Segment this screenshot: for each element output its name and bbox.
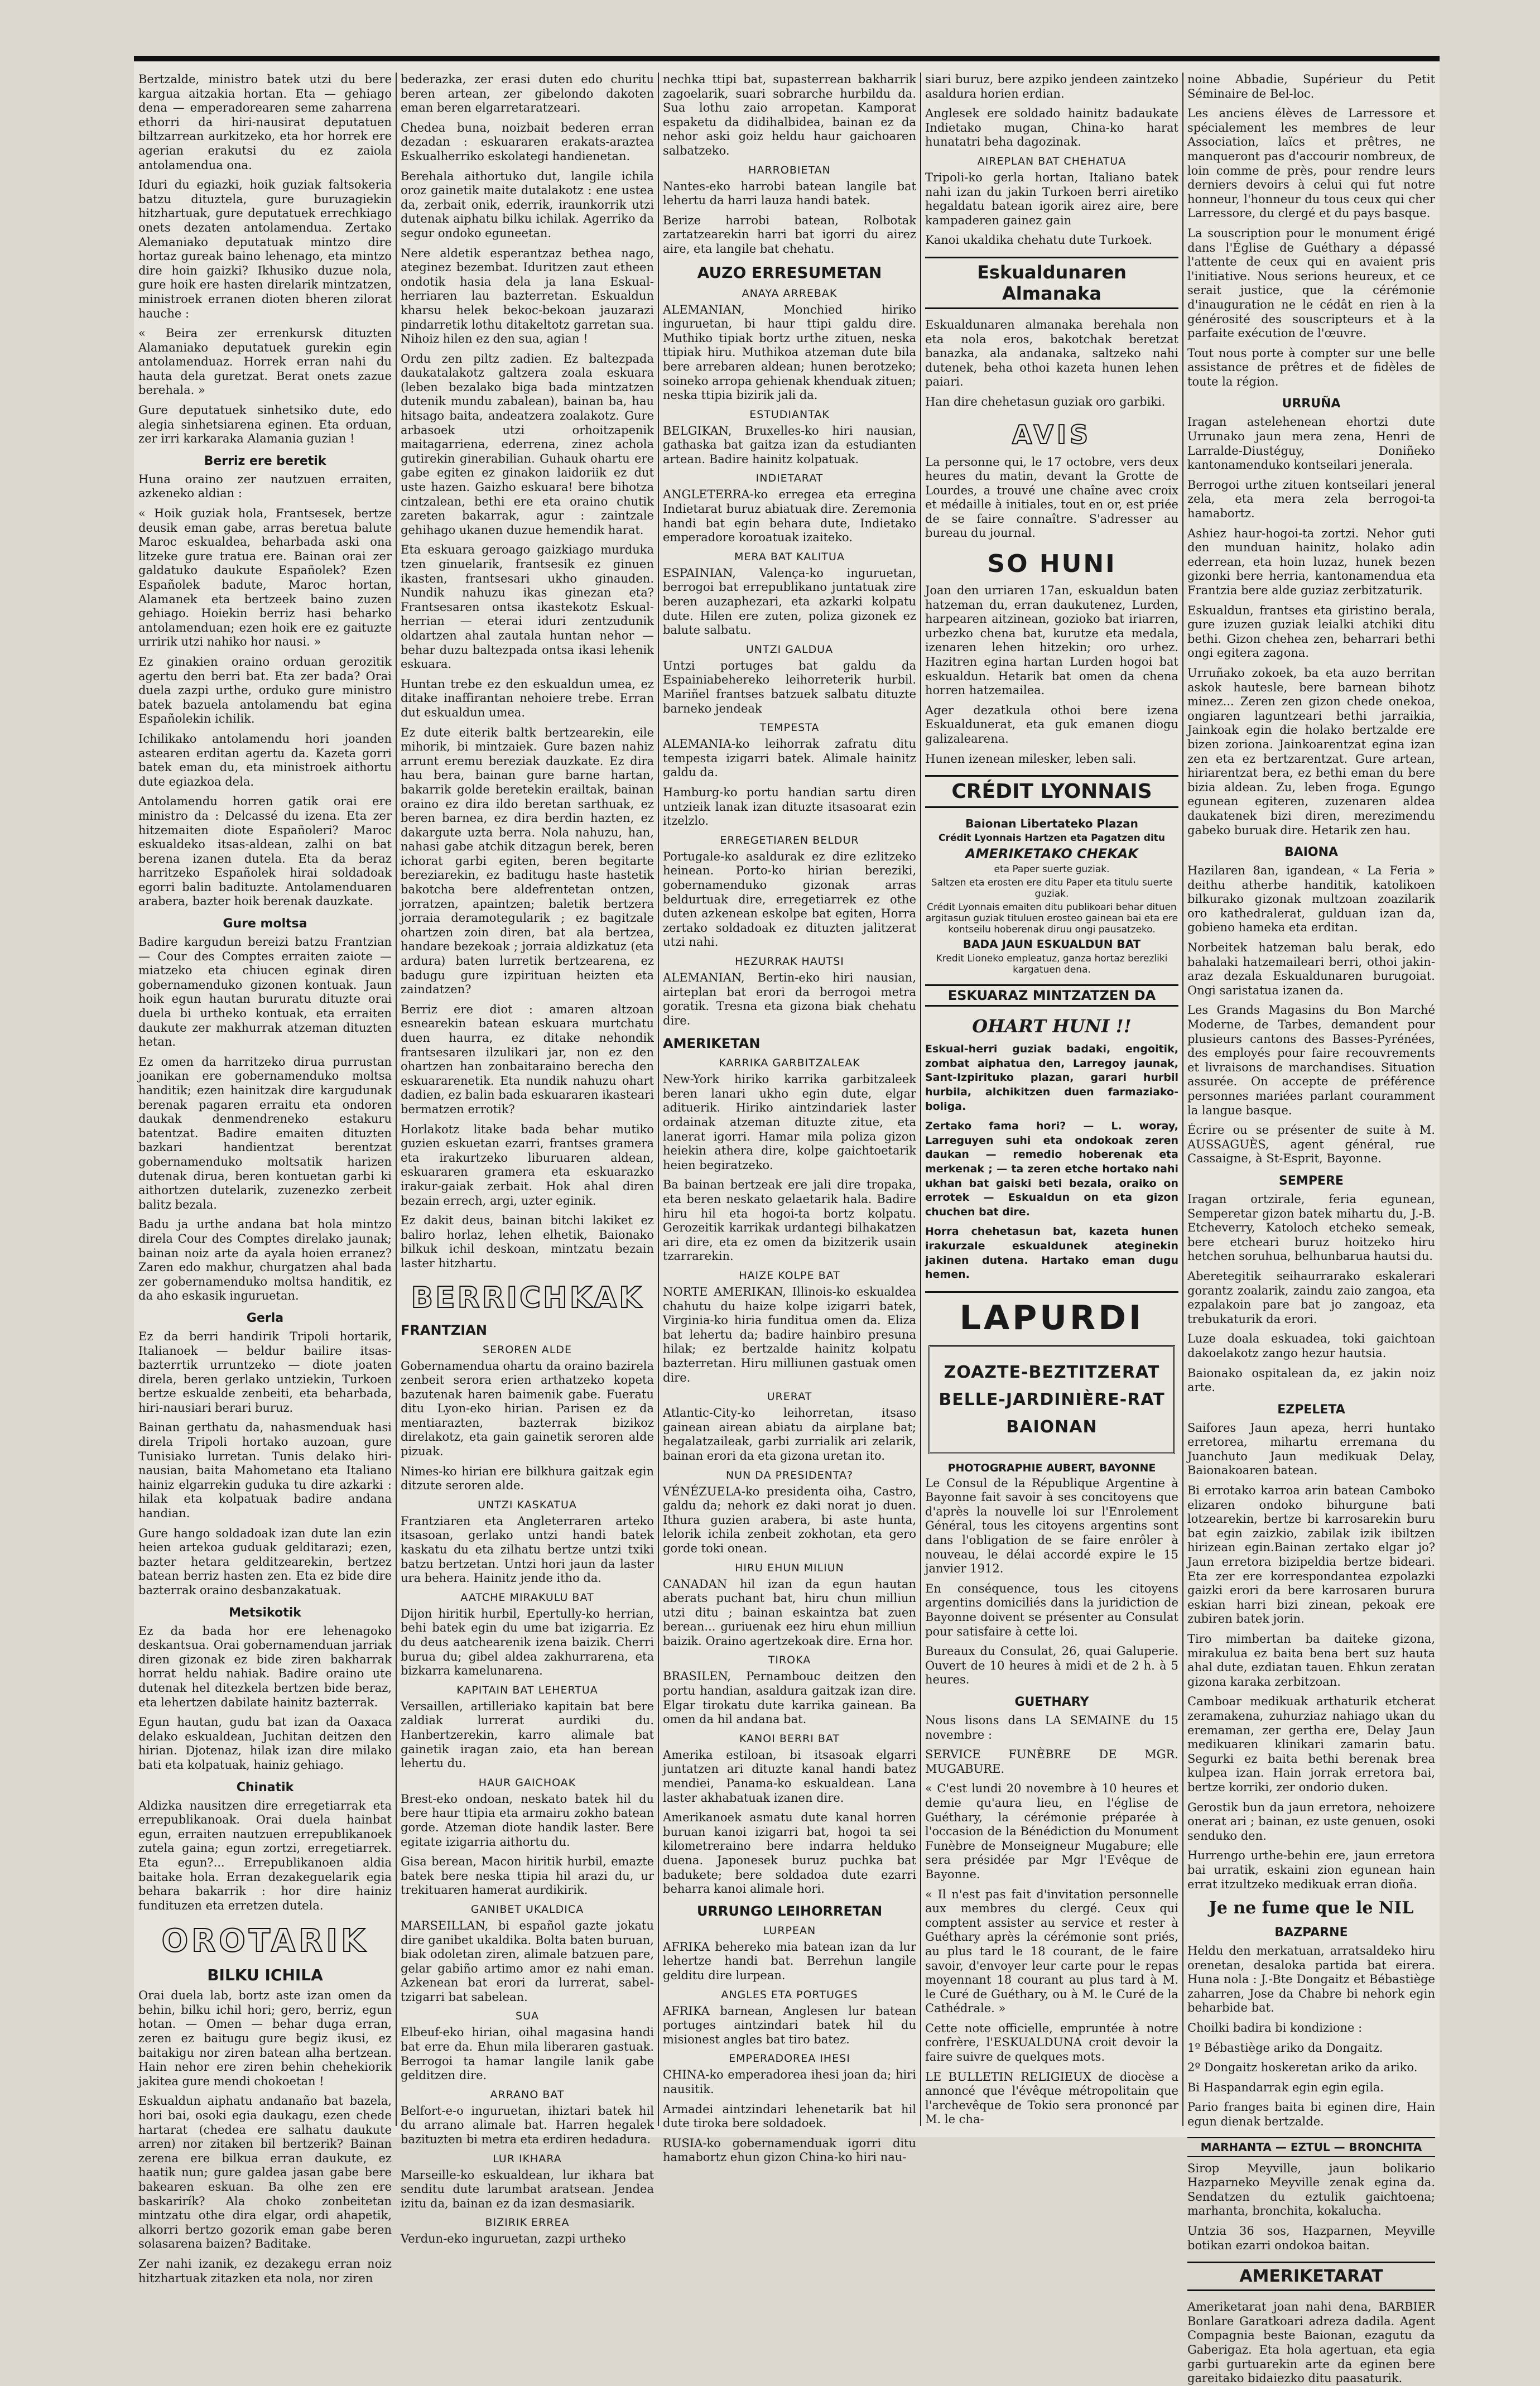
subheading: SEROREN ALDE <box>483 1343 572 1356</box>
paragraph: Versaillen, artilleriako kapitain bat bere zaldiak lurrerat aurdiki du. Hanbertzerekin, karro alimale bat gainetik iragan zaio, eta han berean lehertu du. <box>401 1699 654 1771</box>
paragraph: Aberetegitik seihaurrarako eskalerari gorantz zoalarik, zaindu zaio zangoa, eta ezpalakoin pare bat jo zangoaz, eta trebukaturik da erori. <box>1187 1269 1435 1326</box>
paragraph: Amerika estiloan, bi itsasoak elgarri juntatzen ari dituzte kanal handi batez mendiei, Panama-ko eskualdean. Lana laster akhabatuak izanen dire. <box>663 1748 916 1805</box>
subheading: EMPERADOREA IHESI <box>729 2052 850 2065</box>
section-heading: Metsikotik <box>229 1605 301 1620</box>
paragraph: Ba bainan bertzeak ere jali dire tropaka, eta beren neskato gelaetarik hala. Badire hiru hil eta hogoi-ta bortz kolpatu. Gerozeitik karrikak urdantegi bilhakatzen ari dire, eta ez omen da bizitzerik usain tzarrarekin. <box>663 1178 916 1263</box>
subheading: UNTZI GALDUA <box>745 643 834 656</box>
paragraph: Ez da berri handirik Tripoli hortarik, Italianoek — beldur bailire itsas-bazterrtik urruntzeko — diote joaten direla, beren gerlako untziekin, Turkoen bertze eskualde zenbeiti, eta beharbada, hiri-nausiari berari buruz. <box>138 1329 392 1415</box>
paragraph: Gure hango soldadoak izan dute lan ezin heien artekoa guduak gelditarazi; ezen, bazter hetara gelditzearekin, bertzez batean berriz hasten zen. Eta ez bide dire bazterrak oraino desbanzakatuak. <box>138 1526 392 1597</box>
column-1 <box>134 73 396 2285</box>
paragraph: BELGIKAN, Bruxelles-ko hiri nausian, gathaska bat gaitza izan da estudianten artean. Badire hainitz kolpatuak. <box>663 424 916 466</box>
column-5 <box>1183 73 1440 2385</box>
paragraph: Amerikanoek asmatu dute kanal horren buruan kanoi izigarri bat, hogoi ta sei kilometreraino bere indarra helduko duena. Japonesek buruz puchka bat badukete; bere soldadoa dute ezarri beharra kanoi alimale hori. <box>663 1811 916 1896</box>
paragraph: AFRIKA behereko mia batean izan da lur lehertze handi bat. Berrehun langile gelditu dire lurpean. <box>663 1940 916 1982</box>
paragraph: Huntan trebe ez den eskualdun umea, ez ditake inaffirantan nehoiere trebe. Erran dut eskualdun umea. <box>401 677 654 719</box>
ad-line: Baionan Libertateko Plazan <box>965 817 1138 831</box>
paragraph: Iduri du egiazki, hoik guziak faltsokeria batzu dituztela, gure buruzagiekin hitzhartuak, gure deputatuek errechkiago onets dezaten antolamendua. Zertako Alemaniako deputatuak mintzo dire hortaz gureak baino lehenago, eta mintzo dire hoin gaizki? Ikhusiko duzue nola, gure hoik ere hasten direlarik mintzatzen, ministroek erranen dioten bheren zilorat hauche : <box>138 178 392 320</box>
paragraph: Iragan astelehenean ehortzi dute Urrunako jaun mera zena, Henri de Larralde-Diustéguy, Doniñeko kantonamenduko kontseilari jenerala. <box>1187 415 1435 472</box>
paragraph: Badu ja urthe andana bat hola mintzo direla Cour des Comptes direlako jaunak; bainan noiz arte da ayala hoien erranez? Zaren edo makhur, churgatzen ahal bada zer gobernamenduko moltsa handitik, ez da aho eskasik inguruetan. <box>138 1218 392 1303</box>
subheading: BIZIRIK ERREA <box>485 2216 570 2229</box>
subheading: ANGLES ETA PORTUGES <box>721 1988 858 2001</box>
subheading: HIRU EHUN MILIUN <box>735 1561 844 1574</box>
subheading: LUR IKHARA <box>493 2152 562 2165</box>
paragraph: Verdun-eko inguruetan, zazpi urtheko <box>401 2232 626 2246</box>
paragraph: Nimes-ko hirian ere bilkhura gaitzak egin ditzute seroren alde. <box>401 1464 654 1493</box>
paragraph: Portugale-ko asaldurak ez dire ezlitzeko heinean. Porto-ko hirian bereziki, gobernamenduko gizonak arras beldurtuak dire, erregetiarrek ez othe duten azkenean eskolpe bat egiten, Horra zertako soldadoak ez dituzten jalitzerat utzi nahi. <box>663 849 916 949</box>
subheading: URERAT <box>767 1391 812 1403</box>
paragraph: 2º Dongaitz hoskeretan ariko da ariko. <box>1187 2061 1418 2075</box>
paragraph: La souscription pour le monument érigé dans l'Église de Guéthary a dépassé l'attente de ceux qui en avaient pris l'initiative. Nous serions heureux, et ce serait justice, que la cérémonie d'inauguration ne le cédât en rien à la générosité des souscripteurs et à la parfaite exécution de l'œuvre. <box>1187 226 1435 340</box>
paragraph: Han dire chehetasun guziak oro garbiki. <box>925 395 1166 408</box>
ad-line: Crédit Lyonnais emaiten ditu publikoari behar dituen argitasun guziak tituluen erosteo gainean bai eta ere kontseilu hoberenak diruu ongi pausatzeko. <box>925 902 1178 936</box>
ad-line: Kredit Lioneko empleatuz, ganza hortaz berezliki kargatuen dena. <box>936 953 1168 976</box>
paragraph: Atlantic-City-ko leihorretan, itsaso gainean airean abiatu da airplane bat; hegalatzaileak, garbi zurrialik ari zelarik, bainan erori da eta gizona uretan ito. <box>663 1406 916 1463</box>
belle-jardiniere-ad <box>928 1345 1175 1454</box>
subheading: HARROBIETAN <box>748 163 831 176</box>
section-heading: AMERIKETAN <box>663 1036 761 1052</box>
paragraph: Ez dute eiterik baltk bertzearekin, eile mihorik, bi mintzaiek. Gure bazen nahiz arrunt eremu bereziak dauzkate. Ez dira hau bera, bainan gure barne hartan, bakarrik golde beretekin erailtak, bainan oraino ez dira ildo beretan sarthuak, ez beren barnea, ez dira berdin hazten, ez dakargute uzta berra. Nola nahuzu, han, nahasi gabe atchik ditzagun berek, beren ichorat garbi egiten, beren begitarte bereziarekin, ez baditugu haste hastetik bakotcha bere aldefrentetan ontzen, jorratzen, apaintzen; baletik bertzera jorraia deramotegularik ; ez bagitzale ohartzen zoin diren, bat ala bertzea, handare bezekoak ; jorraia aldizkatuz (eta ardura) baten lurretik bertzearena, ez badugu gure izpirituan heizten eta zaindatzen? <box>401 725 654 997</box>
section-heading: BAIONA <box>1284 845 1339 860</box>
paragraph: « C'est lundi 20 novembre à 10 heures et demie qu'aura lieu, en l'église de Guéthary, la cérémonie préparée à l'occasion de la Bénédiction du Monument Funèbre de Monseigneur Mugabure; elle sera présidée par Mgr l'Evêque de Bayonne. <box>925 1782 1178 1881</box>
section-heading: GUETHARY <box>1014 1695 1089 1709</box>
section-heading: URRUÑA <box>1282 397 1341 411</box>
paragraph: Eta eskuara geroago gaizkiago murduka tzen ginuelarik, frantsesik ez ginuen ikasten, frantsesari ukho ginauden. Nundik nahuzu ikas ginezan eta? Frantsesaren ontsa ikastekotz Eskual-herrian — eterai iduri zentzudunik oldartzen ahal zautala huntan nehor — behar duzu baltezpada ontsa ikasi lehenik eskuara. <box>401 543 654 671</box>
paragraph: Chedea buna, noizbait bederen erran dezadan : eskuararen erakats-araztea Eskualherriko eskolategi handienetan. <box>401 121 654 163</box>
paragraph: Berrogoi urthe zituen kontseilari jeneral zela, eta mera zela berrogoi-ta hamabortz. <box>1187 478 1435 521</box>
ad-line: BADA JAUN ESKUALDUN BAT <box>963 937 1141 951</box>
paragraph: La personne qui, le 17 octobre, vers deux heures du matin, devant la Grotte de Lourdes, a trouvé une chaîne avec croix et médaille à initiales, tout en or, est priée de se faire connaître. S'adresser au bureau du journal. <box>925 455 1178 540</box>
so-huni-heading: SO HUNI <box>987 550 1116 579</box>
paragraph: Anglesek ere soldado hainitz badaukate Indietako mugan, China-ko harat hunatatri beha dagozinak. <box>925 107 1178 149</box>
paragraph: Brest-eko ondoan, neskato batek hil du bere haur ttipia eta armairu zokho batean gorde. Atzeman diote handik laster. Bere egitate izigarria aithortu du. <box>401 1792 654 1849</box>
section-heading: BILKU ICHILA <box>207 1966 323 1985</box>
paragraph: MARSEILLAN, bi español gazte jokatu dire ganibet ukaldika. Bolta baten buruan, biak odoletan ziren, alimale batzuen pare, gelar gabiño artimo amor ez nahi eman. Azkenean bat erori da lurrerat, sabel-tzigarri bat sabelean. <box>401 1918 654 2004</box>
paragraph: Untzia 36 sos, Hazparnen, Meyville botikan ezarri ondokoa baitan. <box>1187 2224 1435 2252</box>
nil-ad-heading: Je ne fume que le NIL <box>1209 1898 1414 1918</box>
section-heading: EZPELETA <box>1277 1402 1345 1417</box>
paragraph: Gisa berean, Macon hiritik hurbil, emazte batek bere neska ttipia hil arazi du, ur trekituaren hamerat aurdikirik. <box>401 1855 654 1897</box>
paragraph: Marseille-ko eskualdean, lur ikhara bat senditu dute larumbat aratsean. Jendea izitu da, bainan ez da izan desmasiarik. <box>401 2168 654 2210</box>
subheading: AATCHE MIRAKULU BAT <box>460 1591 594 1604</box>
credit-lyonnais-heading: CRÉDIT LYONNAIS <box>925 775 1178 808</box>
ad-line: Saltzen eta erosten ere ditu Paper eta titulu suerte guziak. <box>931 877 1173 900</box>
paragraph: Eskualdunaren almanaka berehala non eta nola eros, bakotchak beretzat banazka, ala andanaka, saltzeko nahi dutenek, beha othoi kazeta hunen lehen paiari. <box>925 318 1178 389</box>
paragraph: Norbeitek hatzeman balu berak, edo bahalaki hatzemaileari berri, othoi jakin-araz dezala Eskualdunaren burugoiat. Ongi saristatua izanen da. <box>1187 941 1435 997</box>
subheading: ERREGETIAREN BELDUR <box>720 834 859 846</box>
section-heading: FRANTZIAN <box>401 1322 487 1338</box>
paragraph: Dijon hiritik hurbil, Epertully-ko herrian, behi batek egin du ume bat izigarria. Ez du deus aatchearenik izena baizik. Cherri burua du; gibel aldea zakhurrarena, eta bizkarra kamelunarena. <box>401 1606 654 1678</box>
paragraph: BRASILEN, Pernambouc deitzen den portu handian, asaldura gaitzak izan dire. Elgar tirokatu dute karrika gainean. Ba omen da hil andana bat. <box>663 1670 916 1726</box>
paragraph: AFRIKA barnean, Anglesen lur batean portuges aintzindari batek hil du misionest angles bat tiro batez. <box>663 2004 916 2046</box>
section-heading: Gure moltsa <box>223 917 307 931</box>
paragraph: Sirop Meyville, jaun bolikario Hazparneko Meyville zenak egina da. Sendatzen du eztulik gaichtoena; marhanta, bronchita, kokalucha. <box>1187 2161 1435 2218</box>
subheading: HAUR GAICHOAK <box>478 1776 576 1789</box>
paragraph: Ez da bada hor ere lehenagoko deskantsua. Orai gobernamenduan jarriak diren gizonak ez bide ziren bakharrak horrat heldu nahiak. Badire oraino ute dutenak hel ditezkela bertzen bide beraz, eta lehertzen dabilate hainitz bazterrak. <box>138 1624 392 1709</box>
section-heading: SEMPERE <box>1279 1173 1344 1188</box>
paragraph: Pario franges baita bi eginen dire, Hain egun dienak bertzalde. <box>1187 2100 1435 2129</box>
paragraph: bederazka, zer erasi duten edo churitu beren artean, zer gibelondo dakoten eman beren elgarretaratzeari. <box>401 73 654 115</box>
paragraph: SERVICE FUNÈBRE DE MGR. MUGABURE. <box>925 1748 1178 1776</box>
paragraph: siari buruz, bere azpiko jendeen zaintzeko asaldura horien erdian. <box>925 73 1178 100</box>
subheading: NUN DA PRESIDENTA? <box>725 1469 854 1481</box>
subheading: GANIBET UKALDICA <box>470 1903 584 1916</box>
eskuaraz-banner: ESKUARAZ MINTZATZEN DA <box>925 984 1178 1007</box>
section-heading: Berriz ere beretik <box>204 454 326 468</box>
marhanta-heading: MARHANTA — EZTUL — BRONCHITA <box>1187 2137 1435 2157</box>
paragraph: LE BULLETIN RELIGIEUX de diocèse a annoncé que l'évêque métropolitain que l'archevêque de Tokio sera prononcé par M. le cha- <box>925 2070 1178 2127</box>
paragraph: Bureaux du Consulat, 26, quai Galuperie. Ouvert de 10 heures à midi et de 2 h. à 5 heures. <box>925 1644 1178 1687</box>
paragraph: CHINA-ko emperadorea ihesi joan da; hiri nausitik. <box>663 2068 916 2096</box>
paragraph: Luze doala eskuadea, toki gaichtoan dakoelakotz zango hezur hautsia. <box>1187 1332 1435 1360</box>
paragraph: RUSIA-ko gobernamenduak igorri ditu hamabortz ehun gizon China-ko hiri nau- <box>663 2136 916 2164</box>
paragraph: Ameriketarat joan nahi dena, BARBIER Bonlare Garatkoari adreza dadila. Agent Compagnia beste Baionan, ezagutu da Gaberigaz. Eta hola agertuan, eta egia garbi gurtuarekin arte da eginen bere gareitako bidaiezko ditu paasaturik. <box>1187 2300 1435 2385</box>
paragraph: Eskualdun aiphatu andanaño bat bazela, hori bai, osoki egia daukagu, ezen chede hartarat (chedea ere salhatu daukute arren) nor zitaken bil bertzerik? Bainan zerena ere bilkua erran daukute, ez haatik nun; gure galdea jasan gabe bere bakearen eskuan. Ba olhe zen ere baskarirík? Ala choko zonbeitetan mintzatu othe dira elgar, ordi ahapetik, alkorri bertzo gozorik eman gabe beren solasarena baizen? Baditake. <box>138 2094 392 2251</box>
paragraph: Ez dakit deus, bainan bitchi lakiket ez baliro horlaz, lehen elhetik, Baionako bilkuk ichil deskoan, mintzatu bezain laster hitzhartu. <box>401 1214 654 1270</box>
paragraph: Orai duela lab, bortz aste izan omen da behin, bilku ichil hori; gero, berriz, egun hotan. — Omen — behar duga erran, zeren ez baitugu gure begiz ikusi, ez baitakigu nor ziren batean alha bertzean. Hain nehor ere ziren behin chehekiorik jakitea gure mendi chokoetan ! <box>138 1989 392 2088</box>
paragraph: Frantziaren eta Angleterraren arteko itsasoan, gerlako untzi handi batek kaskatu du eta zilhatu bertze untzi txiki batzu bertzetan. Untzi hori jaun da laster ura behera. Hainitz jende itho da. <box>401 1514 654 1585</box>
paragraph: Aldizka nausitzen dire erregetiarrak eta errepublikanoak. Orai duela hainbat egun, erraiten nautzuen errepublikanoek zutela gaina; egun zortzi, erregetiarrek. Eta egun?... Errepublikanoen aldia baitake hola. Erran dezakeguelarik egia behara bakarrik : hor dire hainiz fundituzen eta erretzen dutela. <box>138 1798 392 1912</box>
paragraph: Kanoi ukaldika chehatu dute Turkoek. <box>925 233 1153 247</box>
paragraph: Heldu den merkatuan, arratsaldeko hiru orenetan, desaloka partida bat eirera. Huna nola : J.-Bte Dongaitz et Bébastiège zaharren, Jose da Chabre bi nehork egin beharbide bat. <box>1187 1944 1435 2015</box>
avis-heading: AVIS <box>1012 419 1092 450</box>
paragraph: Berize harrobi batean, Rolbotak zartatzearekin harri bat igorri du airez aire, eta langile bat chehatu. <box>663 213 916 256</box>
subheading: TIROKA <box>768 1654 811 1667</box>
paragraph: Gure deputatuek sinhetsiko dute, edo alegia sinhetsiarena eginen. Eta orduan, zer irri karkaraka Alamania guzian ! <box>138 403 392 446</box>
column-3 <box>658 73 921 2164</box>
paragraph: Horra chehetasun bat, kazeta hunen irakurzale eskualdunek ateginekin jakinen dutena. Hartako eman dugu hemen. <box>925 1225 1178 1281</box>
section-heading: URRUNGO LEIHORRETAN <box>696 1903 883 1919</box>
newspaper-page <box>134 56 1440 2385</box>
paragraph: Armadei aintzindari lehenetarik bat hil dute tiroka bere soldadoek. <box>663 2102 916 2130</box>
paragraph: Tripoli-ko gerla hortan, Italiano batek nahi izan du jakin Turkoen berri airetiko hegaldatu batean igorik airez aire, bere kampaderen gainez gain <box>925 170 1178 227</box>
paragraph: « Hoik guziak hola, Frantsesek, bertze deusik eman gabe, arras beretua balute Maroc eskualdea, beharbada aski ona litzeke gure tratua ere. Bainan orai zer galdatuko daukute Españolek? Ezen Españolek badute, Maroc hortan, Alamanek eta bertzeek baino zuzen gehiago. Hoiekin berriz hasi beharko antolamenduan; ezen hoik ere ez gaituzte urririk utzi nahiko hor nausi. » <box>138 507 392 649</box>
almanaka-heading: Eskualdunaren Almanaka <box>925 257 1178 309</box>
paragraph: noine Abbadie, Supérieur du Petit Séminaire de Bel-loc. <box>1187 73 1435 100</box>
paragraph: Choilki badira bi kondizione : <box>1187 2021 1363 2035</box>
paragraph: Les Grands Magasins du Bon Marché Moderne, de Tarbes, demandent pour plusieurs cantons des Basses-Pyrénées, des employés pour faire recouvrements et livraisons de marchandises. Situation assurée. On accepte de préférence personnes mariées parlant couramment la langue basque. <box>1187 1003 1435 1117</box>
paragraph: Hunen izenean milesker, leben sali. <box>925 752 1137 766</box>
paragraph: « Il n'est pas fait d'invitation personnelle aux membres du clergé. Ceux qui comptent assister au service et rester à Guéthary après la cérémonie sont priés, au plus tard le 18 courant, de le faire savoir, d'envoyer leur carte pour le repas moyennant 18 courant au plus tard à M. le Curé de Guéthary, ou à M. le Curé de la Cathédrale. » <box>925 1887 1178 2015</box>
paragraph: Ez omen da harritzeko dirua purrustan joanikan ere gobernamenduko moltsa handitik; ezen hainitzak dire kargudunak berenak pagaren erraitu eta ondoren daukak denmendreneko estakuru batentzat. Badire emaiten dituzten bazkari handientzat berentzat gobernamenduko moltsatik harizen dutenak dirua, beren kontuetan garbi ki aithortzen dutelarik, zuzenezko zerbeit balitz bezala. <box>138 1055 392 1211</box>
orotarik-masthead: OROTARIK <box>161 1923 369 1960</box>
paragraph: Berehala aithortuko dut, langile ichila oroz gainetik maite dutalakotz : ene ustea da, zerbait onik, ederrik, iraunkorrik utzi dutenak aiphatu bilku ichilak. Agerriko da segur ondoko eguneetan. <box>401 169 654 240</box>
paragraph: Cette note officielle, empruntée à notre confrère, l'ESKUALDUNA croit devoir la faire suivre de quelques mots. <box>925 2021 1178 2064</box>
paragraph: Bi Haspandarrak egin egin egila. <box>1187 2080 1384 2094</box>
paragraph: Ordu zen piltz zadien. Ez baltezpada daukatalakotz galtzera zoala eskuara (leben bezalako biga bada mintzatzen dutenik mundu zabalean), bainan ba, hau hitsago baita, andeatzera zoalakotz. Gure arbasoek utzi orhoitzapenik maitagarriena, ederrena, zinez achola gutirekin ginerabilian. Guhauk ohartu ere gabe egiten ez ginakon laidoriik ez dut uste hazen. Gaizho eskuara! bere bihotza cintzalean, bethi ere eta oraino chutik zareten bakarrak, agur : zaintzale gehihago ukanen duzue hemendik harat. <box>401 352 654 537</box>
paragraph: Hazilaren 8an, igandean, « La Feria » deithu atherbe handitik, katolikoen bilkurako gizonak multzoan zoazilarik oro kathedralerat, gulduan izan da, gobieno hameka eta erditan. <box>1187 864 1435 935</box>
paragraph: ALEMANIAN, Bertin-eko hiri nausian, airteplan bat erori da berrogoi metra goratik. Tresna eta gizona biak chehatu dire. <box>663 970 916 1027</box>
paragraph: Eskualdun, frantses eta giristino berala, gure izuzen guziak leialki atchiki ditu bethi. Gizon chehea zen, beharrari bethi ongi egitera zagona. <box>1187 603 1435 660</box>
section-heading: Chinatik <box>236 1780 294 1795</box>
subheading: MERA BAT KALITUA <box>734 550 845 563</box>
paragraph: nechka ttipi bat, supasterrean bakharrik zagoelarik, suari sobrarche hurbildu da. Sua lothu zaio arropetan. Kamporat espaketu da didihalbidea, bainan ez da nehor aski goiz heldu haur gaichoaren salbatzeko. <box>663 73 916 157</box>
ameriketarat-heading: AMERIKETARAT <box>1187 2262 1435 2291</box>
paragraph: ESPAINIAN, Valença-ko inguruetan, berrogoi bat errepublikano juntatuak zire beren auzaphezari, eta azkarki kolpatu dute. Hilen ere zuten, poliza gizonek ez balute salbatu. <box>663 566 916 637</box>
ad-line: BAIONAN <box>1006 1417 1098 1437</box>
paragraph: Ashiez haur-hogoi-ta zortzi. Nehor guti den munduan hainitz, holako adin ederrean, eta hoin luzaz, hunek bezen gizonki bere herria, kantonamendua eta Frantzia bere alde guziaz zerbitzaturik. <box>1187 526 1435 597</box>
subheading: KARRIKA GARBITZALEAK <box>719 1057 860 1070</box>
subheading: SUA <box>516 2010 539 2023</box>
ad-line: BELLE-JARDINIÈRE-RAT <box>939 1389 1165 1410</box>
paragraph: Egun hautan, gudu bat izan da Oaxaca delako eskualdean, Juchitan deitzen den hirian. Djotenaz, hilak izan dire milako bati eta kolpatuak, hainiz gehiago. <box>138 1715 392 1772</box>
ohart-heading: OHART HUNI !! <box>972 1016 1132 1037</box>
ad-line: eta Paper suerte guziak. <box>994 864 1110 875</box>
column-4 <box>921 73 1183 2126</box>
subheading: HAIZE KOLPE BAT <box>739 1269 840 1282</box>
paragraph: ALEMANIA-ko leihorrak zafratu ditu tempesta izigarri batek. Alimale hainitz galdu da. <box>663 737 916 780</box>
paragraph: Gobernamendua ohartu da oraino bazirela zenbeit serora erien arthatzeko kopeta bazutenak haren baimenik gabe. Fueratu ditu Lyon-eko hirian. Parisen ez da mentiarazten, bazterrak bizikoz direlakotz, eta gain gainetik seroren alde pizuak. <box>401 1359 654 1459</box>
paragraph: Bi errotako karroa arin batean Camboko elizaren ondoko bihurgune bati lotzearekin, bertze bi karrosarekin buru bat egin zaizkio, zabilak izik ibiltzen hirizean egin.Bainan zertako elgar jo? Jaun erretora bizipeldia bertze bideari. Eta zer ere korrespondantea ezpolazki gaizki erori da bere karrosaren burura eskian harri bizi zinean, pekoak ere zubiren batek jorin. <box>1187 1484 1435 1626</box>
section-heading: Gerla <box>246 1311 284 1325</box>
subheading: HEZURRAK HAUTSI <box>735 955 844 968</box>
paragraph: ANGLETERRA-ko erregea eta erregina Indietarat buruz abiatuak dire. Zeremonia handi bat egin behara dute, Indietako emperadore koroatuak izaiteko. <box>663 488 916 545</box>
paragraph: « Beira zer errenkursk dituzten Alamaniako deputatuek gurekin egin antolamenduaz. Horrek erran nahi du hauta dela guretzat. Berat onets zazue berehala. » <box>138 326 392 397</box>
photo-credit: PHOTOGRAPHIE AUBERT, BAYONNE <box>947 1461 1156 1474</box>
paragraph: Belfort-e-o inguruetan, ihiztari batek hil du arrano alimale bat. Harren hegalek bazituzten bi metra eta erdiren hedadura. <box>401 2104 654 2147</box>
subheading: TEMPESTA <box>759 721 820 734</box>
paragraph: Antolamendu horren gatik orai ere ministro da : Delcassé du izena. Eta zer hitzemaiten diote Españoleri? Maroc eskualdeko itsas-aldean, zalhi on bat berena izanen dutela. Eta da beraz harritzeko Españolek hirai soldadoak egorri balin badituzte. Antolamenduaren arabera, bazter hoik berenak dauzkate. <box>138 795 392 908</box>
subheading: KAPITAIN BAT LEHERTUA <box>456 1683 598 1696</box>
paragraph: Ichilikako antolamendu hori joanden astearen erditan agertu da. Kazeta gorri batek eman du, eta ministroek aithortu dute egiazkoa dela. <box>138 732 392 788</box>
paragraph: En conséquence, tous les citoyens argentins domiciliés dans la juridiction de Bayonne doivent se présenter au Consulat pour satisfaire à cette loi. <box>925 1581 1178 1638</box>
section-heading: BAZPARNE <box>1274 1926 1348 1940</box>
lapurdi-heading: LAPURDI <box>925 1291 1178 1338</box>
ad-line: Crédit Lyonnais Hartzen eta Pagatzen ditu <box>938 833 1166 844</box>
paragraph: Ager dezatkula othoi bere izena Eskualdunerat, eta guk emanen diogu galizalearena. <box>925 703 1178 745</box>
paragraph: Urruñako zokoek, ba eta auzo berritan askok hautesle, bere barnean bihotz minez... Zeren zen gizon chede onekoa, ongiaren laguntzeari bethi jarraikia, Jainkoak egin die holako bertzalde ere bizen zoriona. Jainkoarentzat egina izan zen eta ez bertzarentzat. Gure artean, hiriarentzat bera, ez bethi eman du bere bizia aldean. Zu, leben froga. Egungo egunean egiteren, zuzenaren aldea daukatenek bizi diren, merezimendu gabeko buruak dire. Hetarik zen hau. <box>1187 666 1435 837</box>
subheading: ESTUDIANTAK <box>749 408 830 421</box>
paragraph: Le Consul de la République Argentine à Bayonne fait savoir à ses concitoyens que d'après la nouvelle loi sur l'Enrolement Général, tous les citoyens argentins sont dans l'obligation de se faire enrôler à nouveau, le délai accordé expire le 15 janvier 1912. <box>925 1476 1178 1576</box>
paragraph: Baionako ospitalean da, ez jakin noiz arte. <box>1187 1366 1435 1394</box>
paragraph: 1º Bébastiège ariko da Dongaitz. <box>1187 2041 1383 2055</box>
paragraph: Nous lisons dans LA SEMAINE du 15 novembre : <box>925 1714 1178 1742</box>
paragraph: Nantes-eko harrobi batean langile bat lehertu da harri lauza handi batek. <box>663 179 916 208</box>
paragraph: Tiro mimbertan ba daiteke gizona, mirakulua ez baita bena bert suz hauta ahal dute, ezdiatan tauen. Ehkun zeratan gizona karaka zerbitzoan. <box>1187 1632 1435 1689</box>
paragraph: Écrire ou se présenter de suite à M. AUSSAGUÈS, agent général, rue Cassaigne, à St-Esprit, Bayonne. <box>1187 1123 1435 1166</box>
paragraph: Zer nahi izanik, ez dezakegu erran noiz hitzhartuak zitazken eta nola, nor ziren <box>138 2257 392 2285</box>
paragraph: New-York hiriko karrika garbitzaleek beren lanari ukho egin dute, elgar adituerik. Hiriko aintzindariek laster ordainak atzeman dituzte zitue, eta lanerat igorri. Hamar mila poliza gizon heiekin athera dire, kolpe gaichtoetarik heien begiratzeko. <box>663 1072 916 1172</box>
paragraph: ALEMANIAN, Monchied hiriko inguruetan, bi haur ttipi galdu dire. Muthiko tipiak bortz urthe zituen, neska ttipiak hiru. Muthikoa atzeman dute bila bere arrebaren aldean; hunen berotzeko; soineko arropa gehienak khenduak zituen; neska ttipia bizirik jali da. <box>663 302 916 402</box>
paragraph: Horlakotz litake bada behar mutiko guzien eskuetan ezarri, frantses gramera eta irakurtzeko liburuaren aldean, eskuararen gramera eta eskuarazko irakur-gaiak zerbait. Hok ahal diren bezain errech, argi, uzter eginik. <box>401 1122 654 1208</box>
paragraph: Iragan ortzirale, feria egunean, Semperetar gizon batek mihartu du, J.-B. Etcheverry, Katoloch etcheko semeak, bere etcheari buruz hoitzeko hiru hetchen soruhua, belhunbarua hautsi du. <box>1187 1192 1435 1263</box>
paragraph: NORTE AMERIKAN, Illinois-ko eskualdea chahutu du haize kolpe izigarri batek, Virginia-ko hiria funditua omen da. Eliza bat lehertu da; badire hainbiro presuna hilak; ez bertzalde hainitz kolpatu bazterretan. Hiru milliunen gastuak omen dire. <box>663 1285 916 1384</box>
section-heading: AUZO ERRESUMETAN <box>697 263 882 282</box>
paragraph: Huna oraino zer nautzuen erraiten, azkeneko aldian : <box>138 472 392 501</box>
ad-line: ZOAZTE-BEZTITZERAT <box>944 1362 1160 1382</box>
paragraph: Untzi portuges bat galdu da Espainiabehereko leihorreterik hurbil. Mariñel frantses batzuek salbatu dituzte barneko jendeak <box>663 658 916 715</box>
paragraph: Zertako fama hori? — L. woray, Larreguyen suhi eta ondokoak zeren daukan — remedio hoberenak eta merkenak ; — ta zeren etche hortako nahi ukhan bat gaiski beti bezala, oraiko on errotek — Eskualdun on eta gizon chuchen bat dire. <box>925 1120 1178 1218</box>
berrichkak-masthead: BERRICHKAK <box>411 1281 644 1315</box>
paragraph: Badire kargudun bereizi batzu Frantzian — Cour des Comptes erraiten zaiote — miatzeko eta chiucen eginak diren gobernamenduko gizonen kontuak. Jaun hoik egun hautan bururatu dituzte orai duela bi urtheko kontuak, eta erraiten daukute zer makhurrak atzeman dituzten hetan. <box>138 935 392 1049</box>
paragraph: Bertzalde, ministro batek utzi du bere kargua aitzakia hortan. Eta — gehiago dena — emperadorearen seme zaharrena ethorri da hiri-nausirat deputatuen biltzarrean aurkitzeko, eta hor horrek ere agerian erakutsi du ez zaiola antolamendua ona. <box>138 73 392 172</box>
subheading: KANOI BERRI BAT <box>739 1732 840 1745</box>
ad-line: AMERIKETAKO CHEKAK <box>965 846 1139 862</box>
paragraph: Saifores Jaun apeza, herri huntako erretorea, mihartu erremana du Juanchuto Jaun medikuak Delay, Baionakoaren batean. <box>1187 1421 1435 1478</box>
paragraph: Hurrengo urthe-behin ere, jaun erretora bai urratik, eskaini zion egunean hain errat itzultzeko medikuak erran dioña. <box>1187 1849 1435 1891</box>
paragraph: Les anciens élèves de Larressore et spécialement les membres de leur Association, laïcs et prêtres, ne manqueront pas d'accourir nombreux, de loin comme de près, pour rendre leurs derniers devoirs à celui qui fut notre honneur, l'honneur du tous ceux qui cher Larressore, du clergé et du pays basque. <box>1187 107 1435 220</box>
subheading: LURPEAN <box>763 1924 816 1937</box>
paragraph: Gerostik bun da jaun erretora, nehoizere onerat ari ; bainan, ez uste genuen, osoki senduko den. <box>1187 1800 1435 1843</box>
paragraph: Ez ginakien oraino orduan gerozitik agertu den berri bat. Eta zer bada? Orai duela zazpi urthe, orduko gure ministro batek bazuela antolamendu bat egina Españolekin ichilik. <box>138 655 392 726</box>
paragraph: Elbeuf-eko hirian, oihal magasina handi bat erre da. Ehun mila liberaren gastuak. Berrogoi ta hamar langile lanik gabe gelditzen dire. <box>401 2026 654 2082</box>
paragraph: Berriz ere diot : amaren altzoan esnearekin batean eskuara murtchatu duen haurra, ez ditake nehondik frantsesaren ilzulikari jar, non ez den ohartzen han zonbaitaraino berecha den eskuararenetik. Eta nundik nahuzu ohart dadien, ez balin bada eskuararen ikasteari bermatzen errotik? <box>401 1002 654 1116</box>
subheading: INDIETARAT <box>755 472 824 485</box>
subheading: AIREPLAN BAT CHEHATUA <box>977 155 1127 167</box>
column-2 <box>396 73 658 2246</box>
paragraph: VÉNÉZUELA-ko presidenta oiha, Castro, galdu da; nehork ez daki norat jo duen. Ithura guzien arabera, bi aste hunta, lelorik ichila zenbeit zokhotan, eta gero gorde toki onean. <box>663 1484 916 1555</box>
subheading: UNTZI KASKATUA <box>478 1498 577 1511</box>
paragraph: Nere aldetik esperantzaz bethea nago, ateginez bezembat. Iduritzen zaut etheen ondotik hasia dela ja lana Eskual-herriaren lau bazterretan. Eskualdun kharsu helek bekoc-bekoan jauzarazi pindarretik lothu ditakeltotz garretan sua. Nihoiz hilen ez den sua, agian ! <box>401 246 654 346</box>
paragraph: Eskual-herri guziak badaki, engoitik, zombat aiphatua den, Larregoy jaunak, Sant-Izpirituko plazan, garari hurbil hurbila, alchikitzen duen farmaziako-boliga. <box>925 1043 1178 1113</box>
subheading: ANAYA ARREBAK <box>742 287 838 300</box>
paragraph: Bainan gerthatu da, nahasmenduak hasi direla Tripoli hortako auzoan, gure Tunisiako lurretan. Tunis delako hiri-nausian, baita Mahometano eta Italiano hainiz elgarrekin guduka tu dire azkarki : hilak eta kolpatuak badire andana handian. <box>138 1421 392 1521</box>
subheading: ARRANO BAT <box>490 2088 565 2101</box>
paragraph: Hamburg-ko portu handian sartu diren untzieik lanak izan dituzte itsasoarat ezin itzelzlo. <box>663 785 916 828</box>
paragraph: CANADAN hil izan da egun hautan aberats puchant bat, hiru chun milliun utzi ditu ; bainan eskaintza bat zuen berean... guriuenak eez hiru ehun milliun baizik. Oraino agertzekoak dire. Erna hor. <box>663 1577 916 1648</box>
paragraph: Tout nous porte à compter sur une belle assistance de prêtres et de fidèles de toute la région. <box>1187 346 1435 388</box>
paragraph: Joan den urriaren 17an, eskualdun baten hatzeman du, erran daukutenez, Lurden, harpearen aitzinean, gozioko bat iriarren, urbezko chena bat, kurutze eta medala, izenaren lehen hitzekin; oro urhez. Hazitren egina hartan Lurden hogoi bat eskualdun. Hetarik bat omen da chena horren hatzemailea. <box>925 584 1178 697</box>
paragraph: Camboar medikuak arthaturik etcherat zeramakena, zuhurziaz nahiago ukan du eremaman, zer gertha ere, Delay Jaun medikuaren klinikari zamarin batu. Segurki ez baita bethi berenak brea kulpea izan. Hain jorrak erretora bai, bertze korriki, zer ondorio duken. <box>1187 1695 1435 1794</box>
